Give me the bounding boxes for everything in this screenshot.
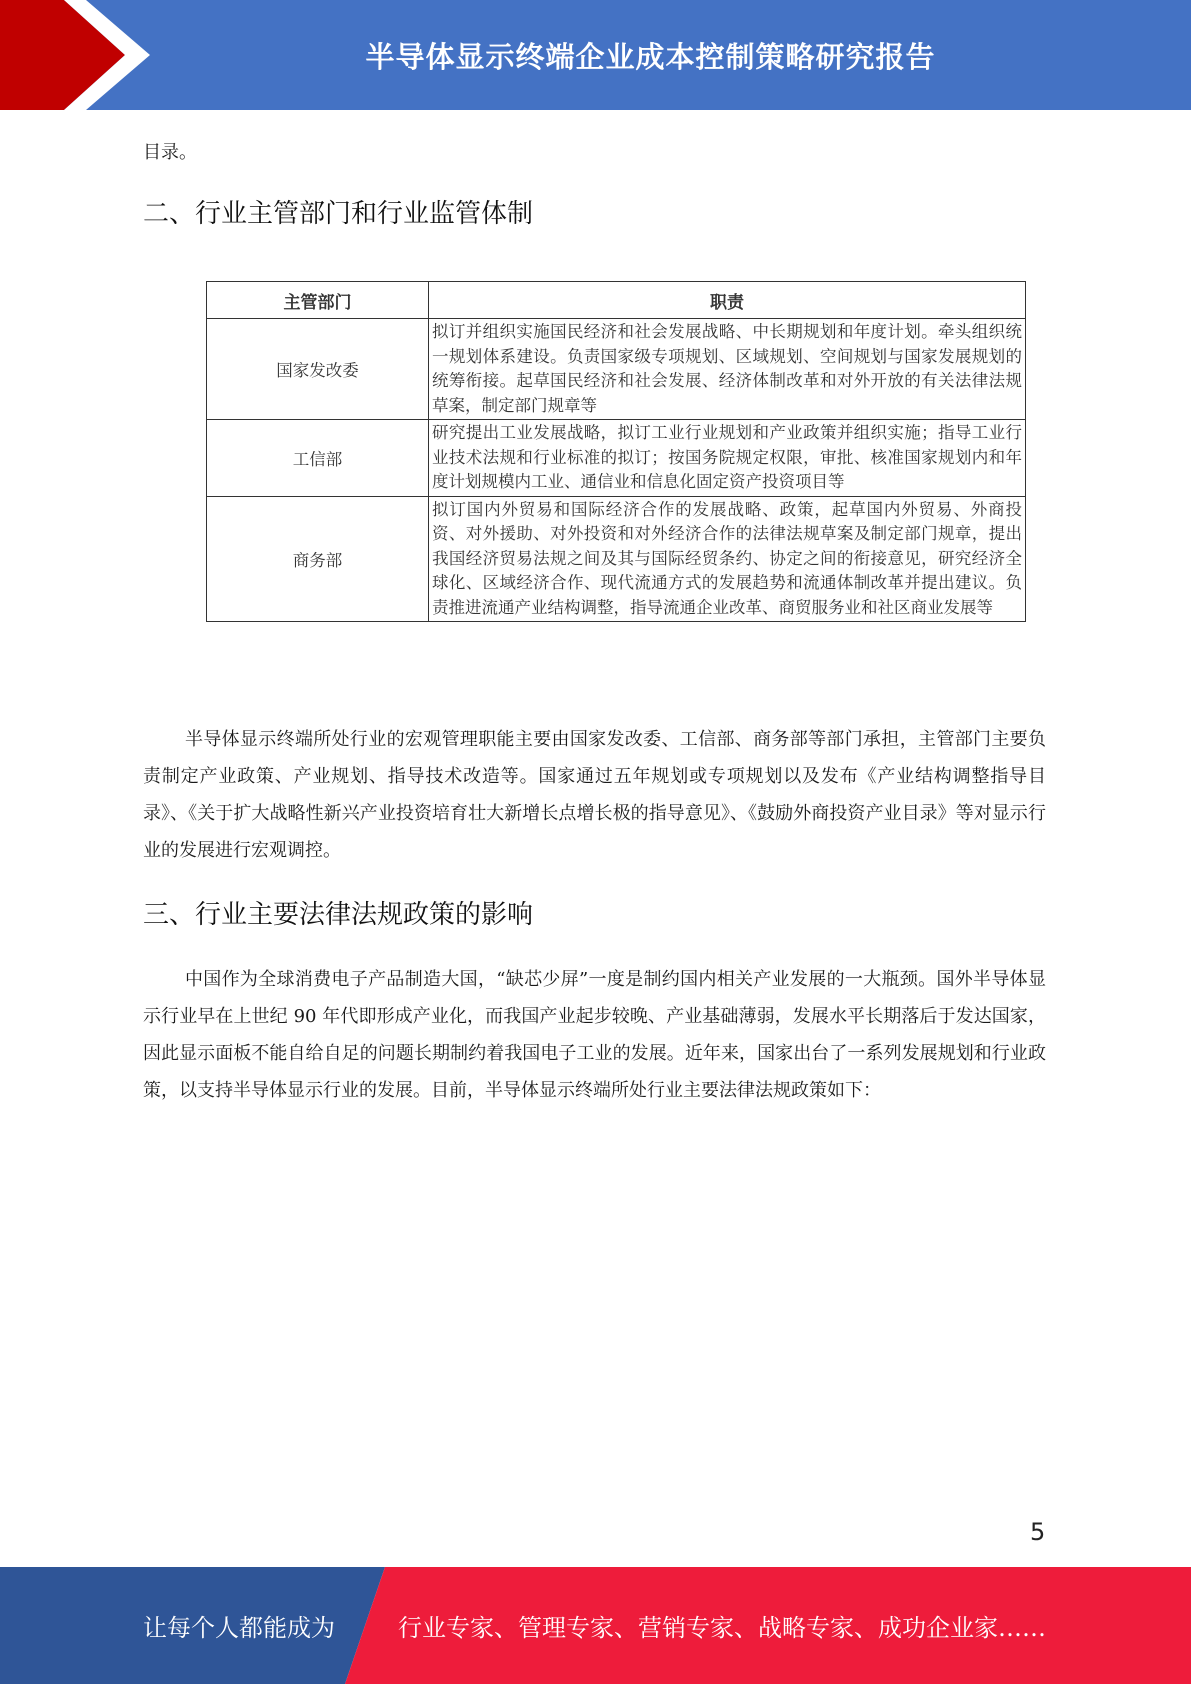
- intro-fragment: 目录。: [143, 142, 197, 163]
- footer-slogan-right: 行业专家、管理专家、营销专家、战略专家、成功企业家……: [398, 1614, 1046, 1642]
- regulator-table: [206, 281, 1026, 622]
- column-header-duty: 职责: [429, 282, 1026, 319]
- section-heading-3: 三、行业主要法律法规政策的影响: [143, 900, 534, 930]
- section2-paragraph: 半导体显示终端所处行业的宏观管理职能主要由国家发改委、工信部、商务部等部门承担，主管部门主要负责制定产业政策、产业规划、指导技术改造等。国家通过五年规划或专项规划以及发布《产业结构调整指导目录》、《关于扩大战略性新兴产业投资培育壮大新增长点增长极的指导意见》、《鼓励外商投资产业目录》等对显示行业的发展进行宏观调控。: [143, 729, 1046, 861]
- duty-cell: 拟订国内外贸易和国际经济合作的发展战略、政策，起草国内外贸易、外商投资、对外援助、对外投资和对外经济合作的法律法规草案及制定部门规章，提出我国经济贸易法规之间及其与国际经贸条约、协定之间的衔接意见，研究经济全球化、区域经济合作、现代流通方式的发展趋势和流通体制改革并提出建议。负责推进流通产业结构调整，指导流通企业改革、商贸服务业和社区商业发展等: [429, 496, 1026, 622]
- dept-cell: 工信部: [207, 420, 429, 497]
- table-header-row: [207, 282, 1026, 319]
- footer-slogan-left: 让每个人都能成为: [143, 1614, 335, 1642]
- dept-cell: 国家发改委: [207, 319, 429, 420]
- dept-cell: 商务部: [207, 496, 429, 622]
- duty-cell: 研究提出工业发展战略，拟订工业行业规划和产业政策并组织实施；指导工业行业技术法规和行业标准的拟订；按国务院规定权限，审批、核准国家规划内和年度计划规模内工业、通信业和信息化固定资产投资项目等: [429, 420, 1026, 497]
- report-title: 半导体显示终端企业成本控制策略研究报告: [365, 39, 936, 74]
- table-row: [207, 420, 1026, 497]
- duty-cell: 拟订并组织实施国民经济和社会发展战略、中长期规划和年度计划。牵头组织统一规划体系建设。负责国家级专项规划、区域规划、空间规划与国家发展规划的统筹衔接。起草国民经济和社会发展、经济体制改革和对外开放的有关法律法规草案，制定部门规章等: [429, 319, 1026, 420]
- column-header-dept: 主管部门: [207, 282, 429, 319]
- page-number: 5: [1030, 1518, 1046, 1546]
- table-row: [207, 319, 1026, 420]
- table-row: [207, 496, 1026, 622]
- section-heading-2: 二、行业主管部门和行业监管体制: [143, 199, 534, 229]
- header-banner: [0, 0, 1191, 110]
- section3-paragraph: 中国作为全球消费电子产品制造大国，“缺芯少屏”一度是制约国内相关产业发展的一大瓶颈。国外半导体显示行业早在上世纪 90 年代即形成产业化，而我国产业起步较晚、产业基础薄弱，发展水平长期落后于发达国家，因此显示面板不能自给自足的问题长期制约着我国电子工业的发展。近年来，国家出台了一系列发展规划和行业政策，以支持半导体显示行业的发展。目前，半导体显示终端所处行业主要法律法规政策如下：: [143, 969, 1046, 1101]
- footer-banner: [0, 1567, 1191, 1684]
